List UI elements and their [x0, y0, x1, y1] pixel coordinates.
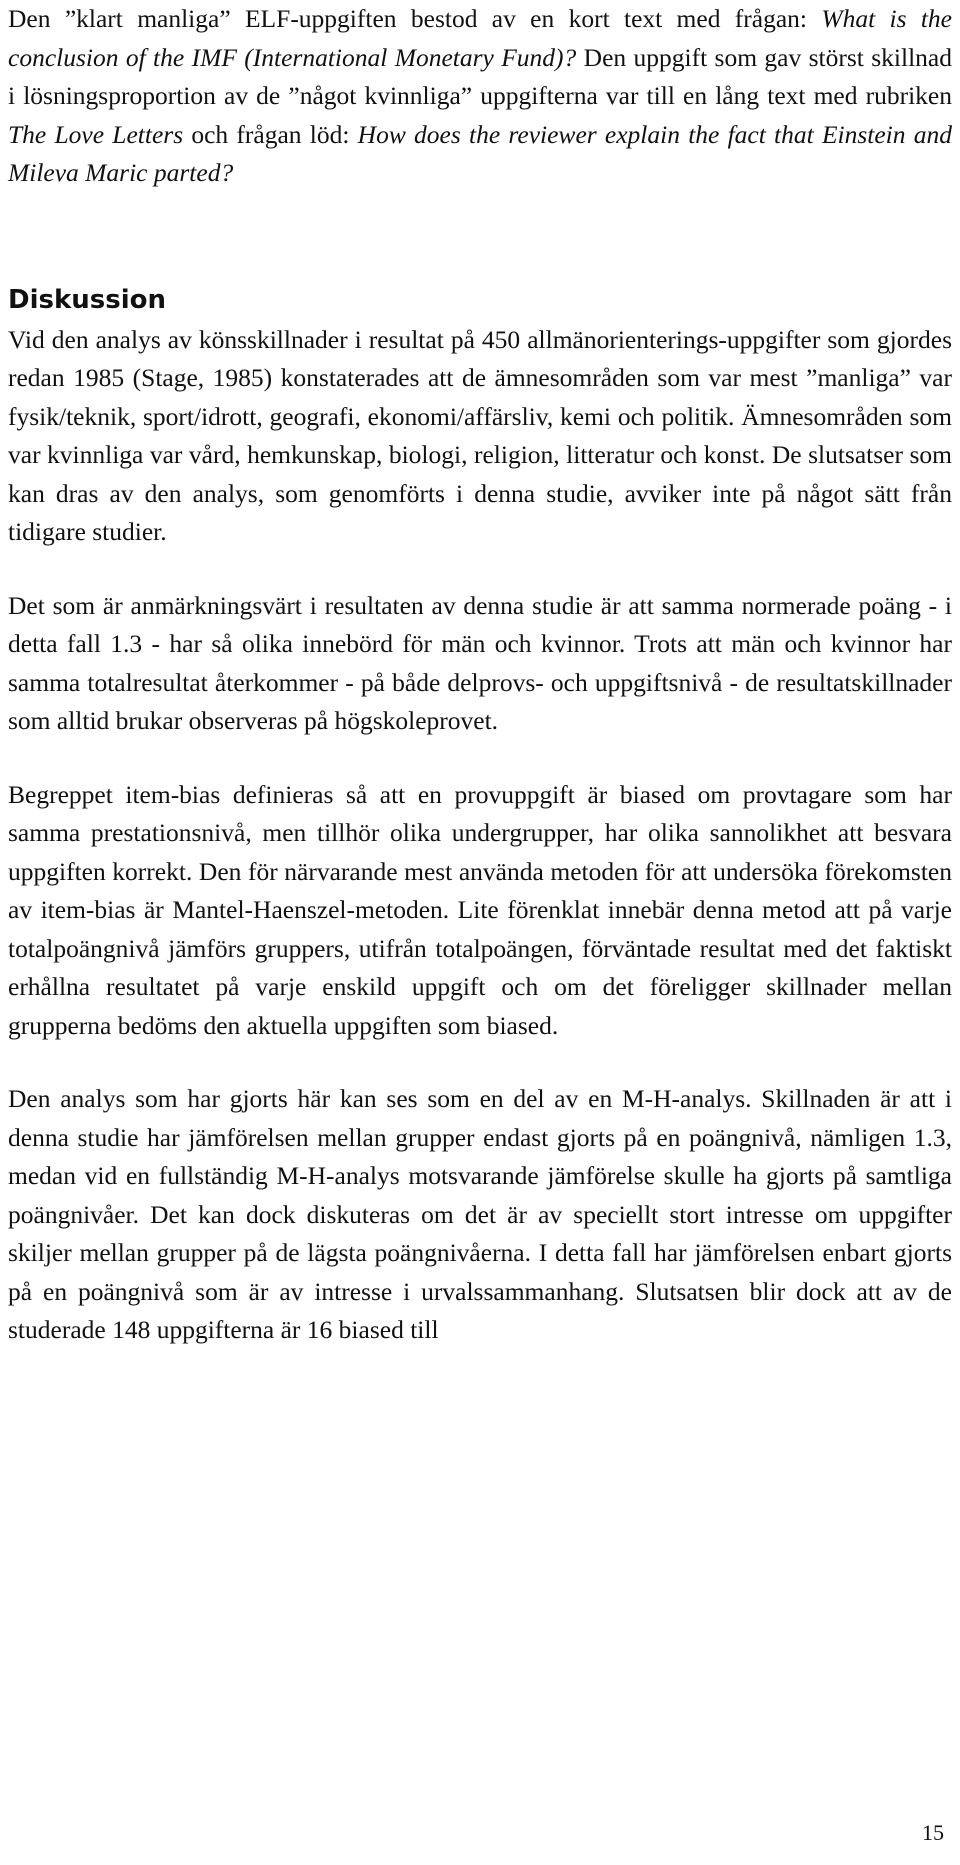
intro-text-3: och frågan löd: [183, 119, 358, 149]
intro-text-2: Den uppgift som gav störst skillnad i lösningsproportion av de ”något kvinnliga” uppgifterna var till en lång text med rubriken [8, 42, 952, 110]
section-heading: Diskussion [8, 284, 167, 315]
page-number: 15 [922, 1820, 944, 1845]
document-page [8, 0, 952, 1350]
intro-question-2: How does the reviewer explain the fact that Einstein and Mileva Maric parted? [8, 119, 953, 187]
body-paragraph-2: Det som är anmärkningsvärt i resultaten av denna studie är att samma normerade poäng - i detta fall 1.3 - har så olika innebörd för män och kvinnor. Trots att män och kvinnor har samma totalresultat återkommer - på både delprovs- och uppgiftsnivå - de resultatskillnader som alltid brukar observeras på högskoleprovet. [8, 590, 952, 735]
intro-paragraph [8, 0, 952, 193]
body-paragraph-4: Den analys som har gjorts här kan ses som en del av en M-H-analys. Skillnaden är att i denna studie har jämförelsen mellan grupper endast gjorts på en poängnivå, nämligen 1.3, medan vid en fullständig M-H-analys motsvarande jämförelse skulle ha gjorts på samtliga poängnivåer. Det kan dock diskuteras om det är av speciellt stort intresse om uppgifter skiljer mellan grupper på de lägsta poängnivåerna. I detta fall har jämförelsen enbart gjorts på en poängnivå som är av intresse i urvalssammanhang. Slutsatsen blir dock att av de studerade 148 uppgifterna är 16 biased till [8, 1084, 952, 1344]
body-paragraph-1: Vid den analys av könsskillnader i resultat på 450 allmänorienterings-uppgifter som gjordes redan 1985 (Stage, 1985) konstaterades att de ämnesområden som var mest ”manliga” var fysik/teknik, sport/idrott, geografi, ekonomi/affärsliv, kemi och politik. Ämnesområden som var kvinnliga var vård, hemkunskap, biologi, religion, litteratur och konst. De slutsatser som kan dras av den analys, som genomförts i denna studie, avviker inte på något sätt från tidigare studier. [8, 324, 952, 546]
intro-text-1: Den ”klart manliga” ELF-uppgiften bestod av en kort text med frågan: [8, 4, 822, 33]
intro-question-1: What is the conclusion of the IMF (International Monetary Fund)? [8, 4, 952, 72]
body-paragraph-3: Begreppet item-bias definieras så att en provuppgift är biased om provtagare som har samma prestationsnivå, men tillhör olika undergrupper, har olika sannolikhet att besvara uppgiften korrekt. Den för närvarande mest använda metoden för att undersöka förekomsten av item-bias är Mantel-Haenszel-metoden. Lite förenklat innebär denna metod att på varje totalpoängnivå jämförs gruppers, utifrån totalpoängen, förväntade resultat med det faktiskt erhållna resultatet på varje enskild uppgift och om det föreligger skillnader mellan grupperna bedöms den aktuella uppgiften som biased. [8, 779, 952, 1040]
intro-article-title: The Love Letters [8, 119, 184, 149]
